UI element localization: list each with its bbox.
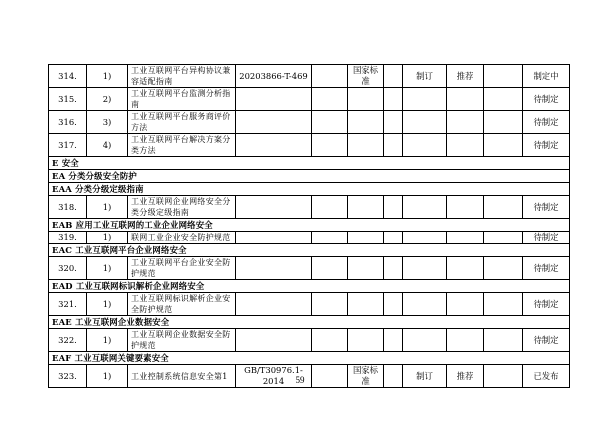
status-cell: 待制定 <box>523 134 570 157</box>
standard-type <box>348 329 384 352</box>
standard-level <box>447 329 484 352</box>
section-row <box>49 352 570 365</box>
empty-cell <box>384 232 403 244</box>
sub-index: 1) <box>87 232 128 244</box>
empty-cell <box>484 329 523 352</box>
standard-name: 工业控制系统信息安全第1 <box>128 365 236 388</box>
table-row <box>49 111 570 134</box>
standard-code <box>236 134 312 157</box>
empty-cell <box>484 134 523 157</box>
standard-code <box>236 111 312 134</box>
section-row <box>49 244 570 257</box>
empty-cell <box>312 196 348 219</box>
status-cell: 待制定 <box>523 329 570 352</box>
standard-code <box>236 196 312 219</box>
standards-table <box>48 64 570 388</box>
empty-cell <box>384 293 403 316</box>
standard-type <box>348 196 384 219</box>
standard-type <box>348 232 384 244</box>
row-number: 323. <box>49 365 87 388</box>
revision-type <box>403 111 447 134</box>
standard-type: 国家标准 <box>348 365 384 388</box>
sub-index: 1) <box>87 293 128 316</box>
empty-cell <box>312 257 348 280</box>
revision-type <box>403 293 447 316</box>
standard-level: 推荐 <box>447 365 484 388</box>
standard-level <box>447 88 484 111</box>
status-cell: 制定中 <box>523 65 570 88</box>
sub-index: 3) <box>87 111 128 134</box>
status-cell: 待制定 <box>523 196 570 219</box>
empty-cell <box>384 134 403 157</box>
empty-cell <box>484 196 523 219</box>
section-row <box>49 219 570 232</box>
section-row <box>49 157 570 170</box>
standard-code <box>236 329 312 352</box>
standard-code <box>236 88 312 111</box>
status-cell: 待制定 <box>523 111 570 134</box>
table-row <box>49 65 570 88</box>
row-number: 318. <box>49 196 87 219</box>
standard-code: GB/T30976.1-2014 <box>236 365 312 388</box>
standard-level <box>447 232 484 244</box>
empty-cell <box>312 232 348 244</box>
empty-cell <box>484 111 523 134</box>
standard-name: 工业互联网平台服务商评价方法 <box>128 111 236 134</box>
revision-type <box>403 232 447 244</box>
empty-cell <box>384 329 403 352</box>
standard-name: 工业互联网平台监测分析指南 <box>128 88 236 111</box>
section-row <box>49 183 570 196</box>
section-row <box>49 170 570 183</box>
standard-code <box>236 232 312 244</box>
standard-code: 20203866-T-469 <box>236 65 312 88</box>
revision-type <box>403 88 447 111</box>
standard-level <box>447 134 484 157</box>
standard-name: 联网工业企业安全防护规范 <box>128 232 236 244</box>
revision-type <box>403 134 447 157</box>
empty-cell <box>384 196 403 219</box>
section-title: EAE 工业互联网企业数据安全 <box>49 316 570 329</box>
table-row <box>49 88 570 111</box>
section-title: EAD 工业互联网标识解析企业网络安全 <box>49 280 570 293</box>
empty-cell <box>312 65 348 88</box>
table-row <box>49 232 570 244</box>
row-number: 314. <box>49 65 87 88</box>
standard-name: 工业互联网平台异构协议兼容适配指南 <box>128 65 236 88</box>
empty-cell <box>484 293 523 316</box>
row-number: 321. <box>49 293 87 316</box>
empty-cell <box>384 257 403 280</box>
empty-cell <box>312 111 348 134</box>
sub-index: 4) <box>87 134 128 157</box>
page-number: 59 <box>295 375 305 385</box>
standard-type <box>348 257 384 280</box>
section-title: EA 分类分级安全防护 <box>49 170 570 183</box>
standard-level <box>447 196 484 219</box>
section-title: EAB 应用工业互联网的工业企业网络安全 <box>49 219 570 232</box>
sub-index: 2) <box>87 88 128 111</box>
row-number: 315. <box>49 88 87 111</box>
section-row <box>49 316 570 329</box>
table-row <box>49 134 570 157</box>
standard-type <box>348 134 384 157</box>
standard-level: 推荐 <box>447 65 484 88</box>
empty-cell <box>312 134 348 157</box>
empty-cell <box>384 111 403 134</box>
section-row <box>49 280 570 293</box>
standard-code <box>236 257 312 280</box>
row-number: 319. <box>49 232 87 244</box>
empty-cell <box>484 65 523 88</box>
section-title: EAA 分类分级定级指南 <box>49 183 570 196</box>
standard-name: 工业互联网平台企业安全防护规范 <box>128 257 236 280</box>
revision-type <box>403 196 447 219</box>
standard-name: 工业互联网企业数据安全防护规范 <box>128 329 236 352</box>
empty-cell <box>484 257 523 280</box>
standard-type <box>348 293 384 316</box>
sub-index: 1) <box>87 365 128 388</box>
standard-level <box>447 111 484 134</box>
table-body <box>49 65 570 388</box>
table-row <box>49 293 570 316</box>
sub-index: 1) <box>87 196 128 219</box>
revision-type: 制订 <box>403 65 447 88</box>
standard-level <box>447 257 484 280</box>
revision-type <box>403 329 447 352</box>
status-cell: 已发布 <box>523 365 570 388</box>
revision-type: 制订 <box>403 365 447 388</box>
sub-index: 1) <box>87 257 128 280</box>
section-title: E 安全 <box>49 157 570 170</box>
empty-cell <box>312 88 348 111</box>
standard-type <box>348 88 384 111</box>
status-cell: 待制定 <box>523 257 570 280</box>
sub-index: 1) <box>87 65 128 88</box>
standard-code <box>236 293 312 316</box>
empty-cell <box>484 88 523 111</box>
standard-name: 工业互联网标识解析企业安全防护规范 <box>128 293 236 316</box>
row-number: 317. <box>49 134 87 157</box>
status-cell: 待制定 <box>523 88 570 111</box>
revision-type <box>403 257 447 280</box>
empty-cell <box>312 329 348 352</box>
row-number: 320. <box>49 257 87 280</box>
status-cell: 待制定 <box>523 293 570 316</box>
standard-type: 国家标准 <box>348 65 384 88</box>
standard-level <box>447 293 484 316</box>
empty-cell <box>484 232 523 244</box>
standard-type <box>348 111 384 134</box>
table-row <box>49 329 570 352</box>
table-row <box>49 257 570 280</box>
empty-cell <box>312 293 348 316</box>
empty-cell <box>384 65 403 88</box>
row-number: 316. <box>49 111 87 134</box>
section-title: EAC 工业互联网平台企业网络安全 <box>49 244 570 257</box>
sub-index: 1) <box>87 329 128 352</box>
section-title: EAF 工业互联网关键要素安全 <box>49 352 570 365</box>
status-cell: 待制定 <box>523 232 570 244</box>
row-number: 322. <box>49 329 87 352</box>
standard-name: 工业互联网企业网络安全分类分级定级指南 <box>128 196 236 219</box>
standard-name: 工业互联网平台解决方案分类方法 <box>128 134 236 157</box>
table-row <box>49 196 570 219</box>
empty-cell <box>384 88 403 111</box>
